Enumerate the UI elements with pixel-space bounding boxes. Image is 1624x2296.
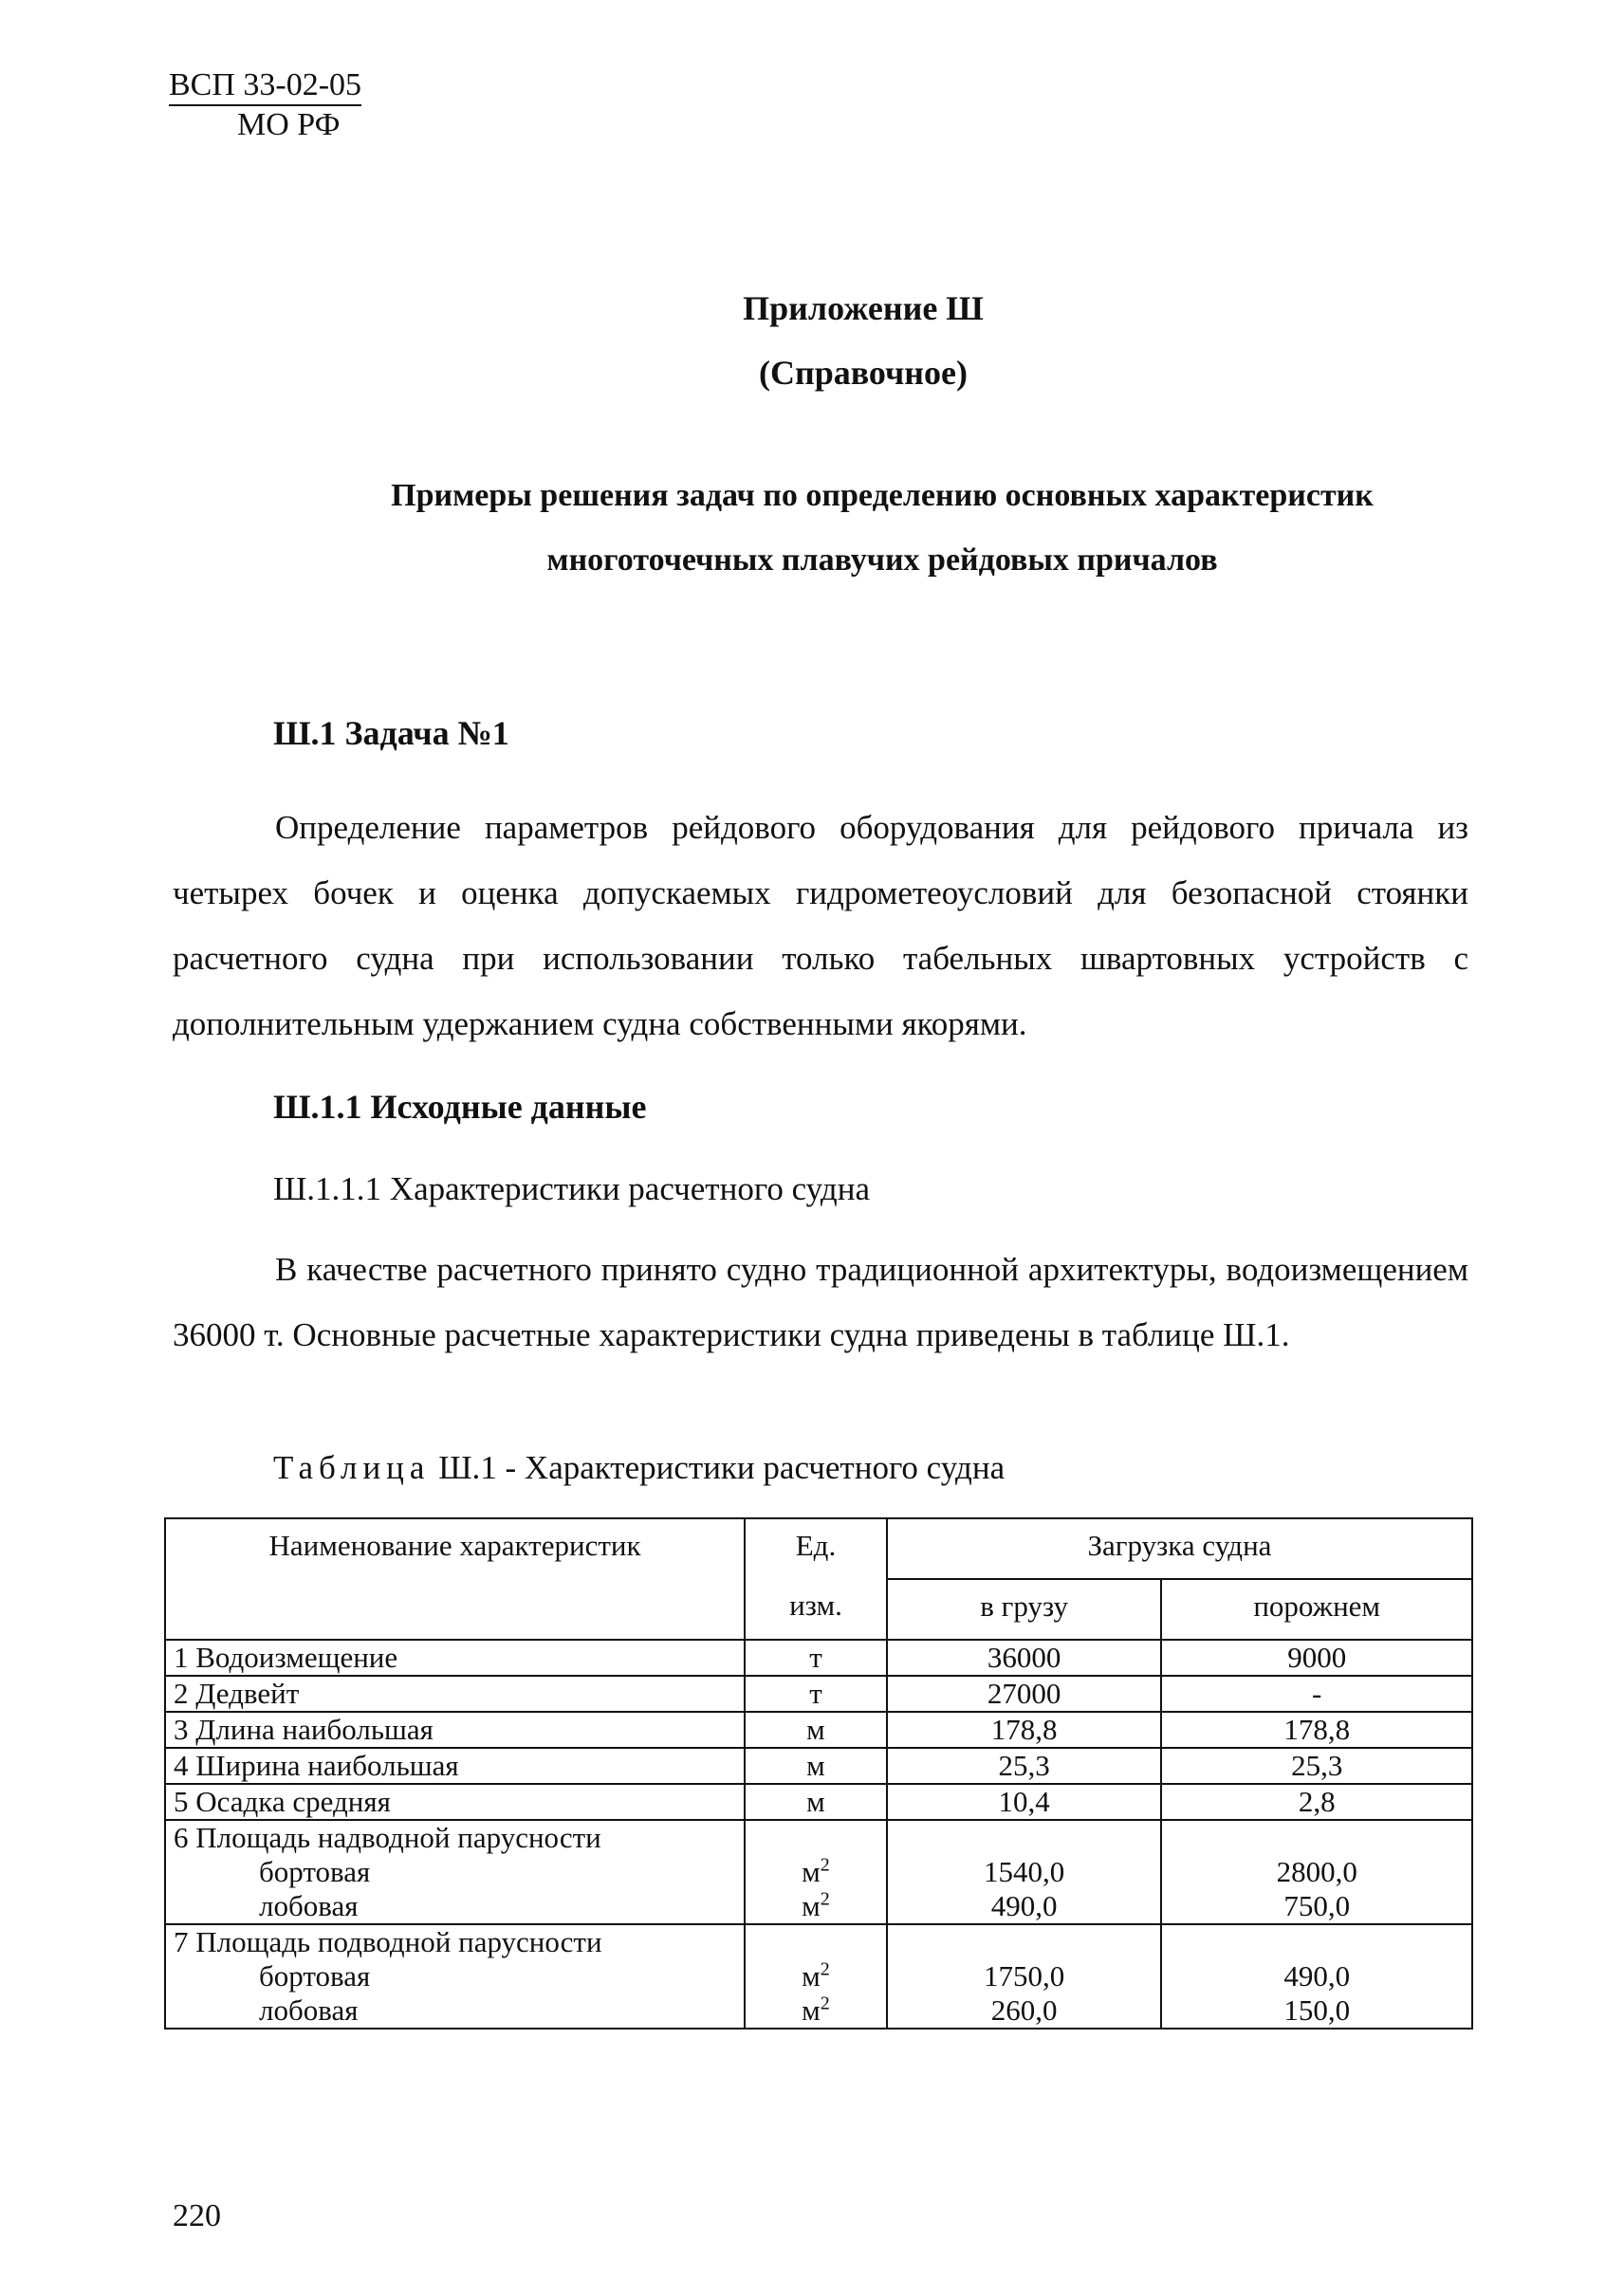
row-name: 3 Длина наибольшая <box>165 1712 745 1748</box>
row-unit: м <box>745 1784 887 1820</box>
row-loaded: 27000 <box>887 1676 1162 1712</box>
unit-sup: 2 <box>820 1958 830 1980</box>
table-row-group6 <box>165 1820 1472 1924</box>
group7-title: 7 Площадь подводной парусности <box>174 1925 602 1958</box>
header-empty: порожнем <box>1161 1579 1472 1640</box>
appendix-kind: (Справочное) <box>758 354 969 392</box>
group6-empty <box>1161 1820 1472 1924</box>
doc-title-line1: Примеры решения задач по определению основных характеристик <box>391 478 1374 513</box>
row-loaded: 25,3 <box>887 1748 1162 1784</box>
row-empty: - <box>1161 1676 1472 1712</box>
section-heading-1-1: Ш.1.1 Исходные данные <box>273 1088 647 1126</box>
group6-units <box>745 1820 887 1924</box>
row-empty: 9000 <box>1161 1640 1472 1676</box>
table-row <box>165 1676 1472 1712</box>
row-name: 5 Осадка средняя <box>165 1784 745 1820</box>
header-loaded: в грузу <box>887 1579 1162 1640</box>
page-number: 220 <box>173 2198 221 2233</box>
group6-front-empty: 750,0 <box>1283 1889 1351 1922</box>
group7-side-unit: м <box>802 1959 821 1993</box>
row-loaded: 178,8 <box>887 1712 1162 1748</box>
organization: МО РФ <box>237 107 341 142</box>
group7-empty <box>1161 1924 1472 2029</box>
row-unit: м <box>745 1712 887 1748</box>
unit-sup: 2 <box>820 1993 830 2014</box>
group6-side-loaded: 1540,0 <box>984 1855 1065 1888</box>
row-name: 4 Ширина наибольшая <box>165 1748 745 1784</box>
row-name: 2 Дедвейт <box>165 1676 745 1712</box>
group6-side-empty: 2800,0 <box>1276 1855 1357 1888</box>
table-body-simple <box>165 1640 1472 1820</box>
group7-front-empty: 150,0 <box>1283 1993 1351 2027</box>
row-unit: т <box>745 1640 887 1676</box>
paragraph-task <box>173 795 1468 1056</box>
unit-sup: 2 <box>820 1854 830 1876</box>
group7-side-empty: 490,0 <box>1283 1959 1351 1993</box>
table-header-row-1 <box>165 1518 1472 1579</box>
group7-loaded <box>887 1924 1162 2029</box>
row-empty: 2,8 <box>1161 1784 1472 1820</box>
appendix-title: Приложение Ш <box>743 289 984 327</box>
header-unit-top: Ед. <box>745 1518 887 1579</box>
row-unit: т <box>745 1676 887 1712</box>
row-unit: м <box>745 1748 887 1784</box>
table-row <box>165 1784 1472 1820</box>
group7-front-unit: м <box>802 1993 821 2027</box>
group6-loaded <box>887 1820 1162 1924</box>
table-caption <box>273 1449 1005 1487</box>
header-name: Наименование характеристик <box>165 1518 745 1640</box>
row-empty: 178,8 <box>1161 1712 1472 1748</box>
section-heading-1-1-1: Ш.1.1.1 Характеристики расчетного судна <box>273 1170 871 1207</box>
document-code <box>169 66 361 144</box>
group6-title: 6 Площадь надводной парусности <box>174 1821 601 1854</box>
paragraph-vessel <box>173 1237 1468 1368</box>
table-row <box>165 1640 1472 1676</box>
group6-side: бортовая <box>259 1855 371 1888</box>
header-load: Загрузка судна <box>887 1518 1472 1579</box>
paragraph-task-text: Определение параметров рейдового оборудования для рейдового причала из четырех бочек и оценка допускаемых гидрометеоусловий для безопасной стоянки расчетного судна при использовании только табельных швартовных устройств с дополнительным удержанием судна собственными якорями. <box>173 809 1468 1042</box>
group7-front: лобовая <box>259 1993 359 2027</box>
row-loaded: 36000 <box>887 1640 1162 1676</box>
group6-front: лобовая <box>259 1889 359 1922</box>
header-unit-bottom: изм. <box>745 1579 887 1640</box>
group7-units <box>745 1924 887 2029</box>
doc-title-line2: многоточечных плавучих рейдовых причалов <box>546 542 1218 578</box>
table-row-group7 <box>165 1924 1472 2029</box>
table-row <box>165 1748 1472 1784</box>
row-loaded: 10,4 <box>887 1784 1162 1820</box>
section-heading-1: Ш.1 Задача №1 <box>273 714 509 752</box>
table-caption-text: Ш.1 - Характеристики расчетного судна <box>430 1449 1006 1486</box>
row-empty: 25,3 <box>1161 1748 1472 1784</box>
row-name: 1 Водоизмещение <box>165 1640 745 1676</box>
group6-front-loaded: 490,0 <box>990 1889 1058 1922</box>
group6-names <box>165 1820 745 1924</box>
group7-front-loaded: 260,0 <box>990 1993 1058 2027</box>
group7-side: бортовая <box>259 1959 371 1993</box>
unit-sup: 2 <box>820 1888 830 1910</box>
vessel-characteristics-table <box>164 1517 1473 2030</box>
standard-code: ВСП 33-02-05 <box>169 66 361 106</box>
group7-side-loaded: 1750,0 <box>984 1959 1065 1993</box>
group7-names <box>165 1924 745 2029</box>
paragraph-vessel-text: В качестве расчетного принято судно традиционной архитектуры, водоизмещением 36000 т. Основные расчетные характеристики судна приведены в таблице Ш.1. <box>173 1251 1468 1353</box>
group6-side-unit: м <box>802 1855 821 1888</box>
group6-front-unit: м <box>802 1889 821 1922</box>
table-caption-prefix: Таблица <box>273 1449 431 1486</box>
table-row <box>165 1712 1472 1748</box>
